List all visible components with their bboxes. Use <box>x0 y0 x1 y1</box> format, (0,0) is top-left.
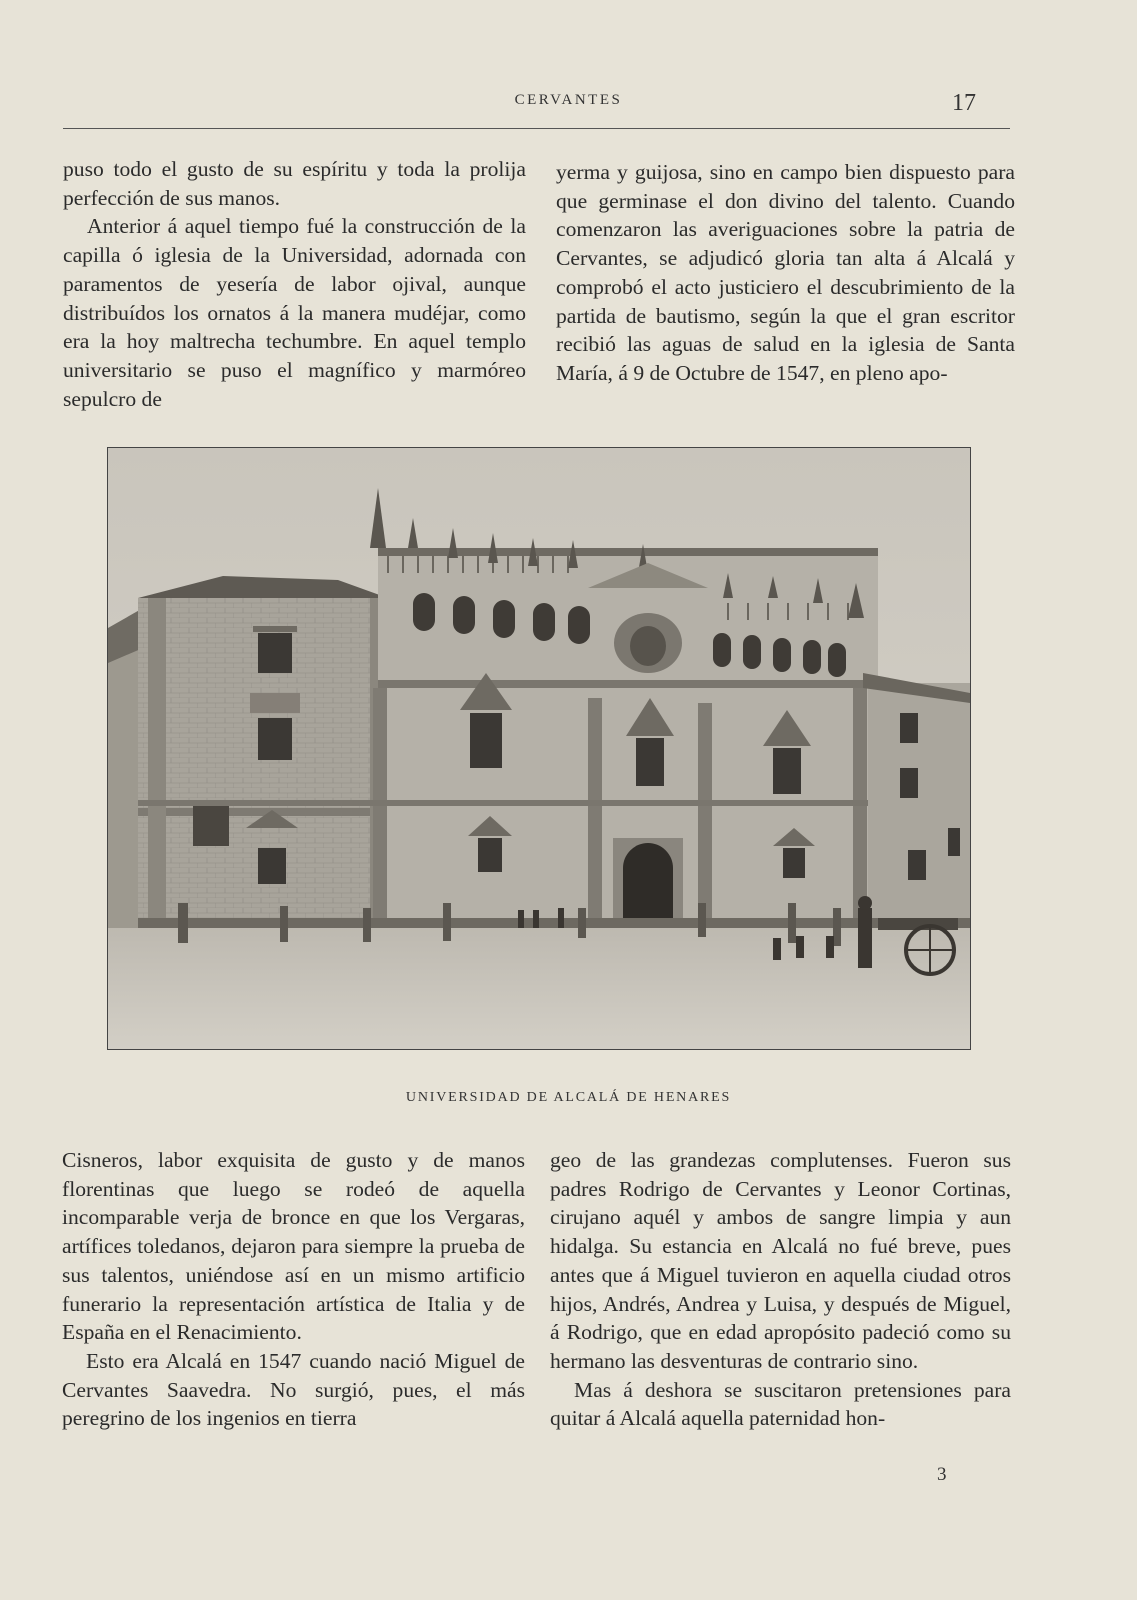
header-rule <box>63 128 1010 129</box>
paragraph: yerma y guijosa, sino en campo bien dispuesto para que germinase el don divino del talento. Cuando comenzaron las averiguaciones sobre la patria de Cervantes, se adjudicó gloria tan alta á Alcalá y comprobó el acto justiciero el descubrimiento de la partida de bautismo, según la que el gran escritor recibió las aguas de salud en la iglesia de Santa María, á 9 de Octubre de 1547, en pleno apo- <box>556 160 1015 385</box>
text-column-bottom-left <box>62 1146 525 1433</box>
paragraph: Mas á deshora se suscitaron pretensiones para quitar á Alcalá aquella paternidad hon- <box>550 1377 1011 1431</box>
text-column-bottom-right <box>550 1146 1011 1433</box>
text-column-top-right <box>556 158 1015 388</box>
university-facade-photograph <box>107 447 971 1050</box>
signature-mark: 3 <box>937 1464 947 1485</box>
paragraph: Cisneros, labor exquisita de gusto y de manos florentinas que luego se rodeó de aquella incomparable verja de bronce en que los Vergaras, artífices toledanos, dejaron para siempre la prueba de sus talentos, uniéndose así en un mismo artificio funerario la representación artística de Italia y de España en el Renacimiento. <box>62 1148 525 1345</box>
figure-caption: UNIVERSIDAD DE ALCALÁ DE HENARES <box>405 1090 732 1105</box>
paragraph: Esto era Alcalá en 1547 cuando nació Miguel de Cervantes Saavedra. No surgió, pues, el más peregrino de los ingenios en tierra <box>62 1348 525 1431</box>
text-column-top-left <box>63 155 526 413</box>
running-title: CERVANTES <box>514 92 623 108</box>
paragraph: puso todo el gusto de su espíritu y toda la prolija perfección de sus manos. <box>63 157 526 210</box>
paragraph: geo de las grandezas complutenses. Fueron sus padres Rodrigo de Cervantes y Leonor Cortinas, cirujano aquél y ambos de sangre limpia y aun hidalga. Su estancia en Alcalá no fué breve, pues antes que á Miguel tuvieron en aquella ciudad otros hijos, Andrés, Andrea y Luisa, y después de Miguel, á Rodrigo, que en edad apropósito padeció como su hermano las desventuras de contrario sino. <box>550 1148 1011 1373</box>
paragraph: Anterior á aquel tiempo fué la construcción de la capilla ó iglesia de la Universidad, adornada con paramentos de yesería de labor ojival, aunque distribuídos los ornatos á la manera mudéjar, como era la hoy maltrecha techumbre. En aquel templo universitario se puso el magnífico y marmóreo sepulcro de <box>63 214 526 411</box>
page-number: 17 <box>952 90 976 116</box>
